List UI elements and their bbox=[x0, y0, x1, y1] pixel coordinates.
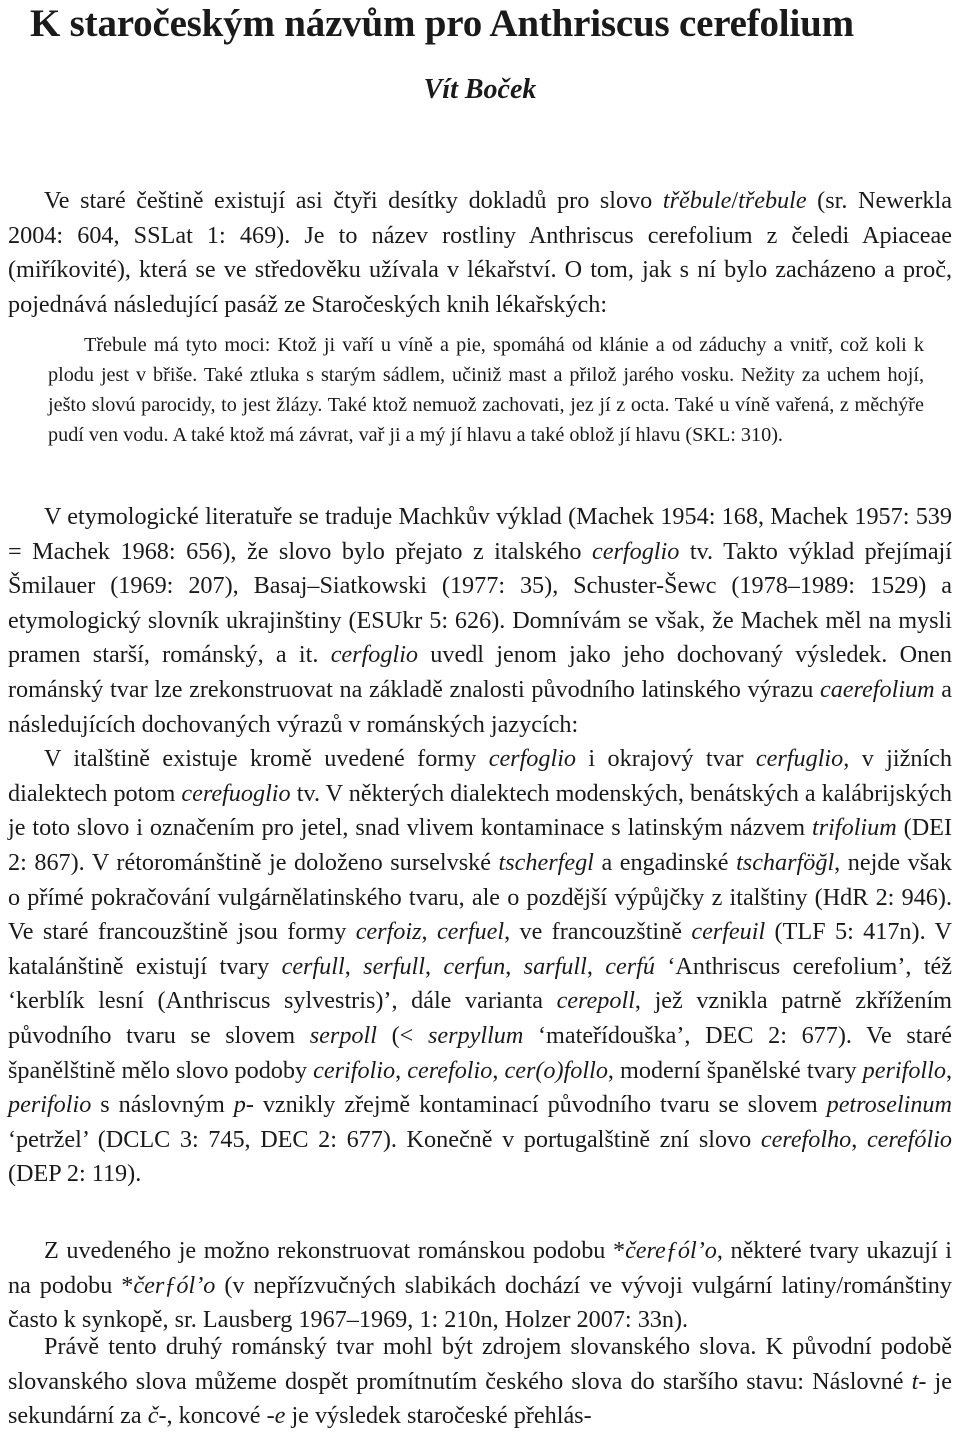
text-run: , bbox=[586, 952, 606, 980]
text-run: , nejde však o přímé pokračování vulgárnělatinského tvaru, ale o pozdější výpůjčky z italštiny (HdR 2: 946). Ve staré francouzštině jsou formy bbox=[8, 848, 953, 946]
italic-term: cerfoglio bbox=[592, 537, 680, 565]
text-run: , bbox=[492, 1056, 505, 1084]
italic-term: p- bbox=[233, 1091, 254, 1119]
text-run: (TLF 5: 417n). V katalánštině existují tvary bbox=[8, 918, 953, 980]
text-run: Ve staré češtině existují asi čtyři desítky dokladů pro slovo bbox=[44, 187, 663, 214]
italic-term: serfull bbox=[363, 952, 425, 980]
italic-term: cerfun bbox=[443, 952, 506, 980]
italic-term: sarfull bbox=[523, 952, 587, 980]
italic-term: třebule bbox=[738, 187, 807, 214]
italic-term: perifolio bbox=[8, 1091, 92, 1119]
article-author: Vít Boček bbox=[423, 74, 537, 105]
text-run: (DEP 2: 119). bbox=[8, 1160, 142, 1188]
italic-term: cerefuoglio bbox=[181, 779, 291, 807]
italic-term: cerefolho bbox=[760, 1125, 852, 1153]
italic-term: cerefolio bbox=[407, 1056, 493, 1084]
italic-term: cerfuglio bbox=[755, 745, 844, 773]
italic-term: cerfull bbox=[281, 952, 345, 980]
italic-term: t- bbox=[911, 1367, 927, 1395]
italic-term: cerfoglio bbox=[488, 745, 577, 773]
text-run: , bbox=[421, 918, 437, 946]
text-run: , bbox=[424, 952, 444, 980]
italic-term: čereƒól’o bbox=[625, 1237, 717, 1264]
text-run: V etymologické literatuře se traduje Machkův výklad (Machek 1954: 168, Machek 1957: 539 = Machek 1968: 656), že slovo bylo přejato z italského bbox=[8, 503, 952, 565]
text-run: , bbox=[945, 1056, 953, 1084]
text-run: a následujících dochovaných výrazů v románských jazycích: bbox=[8, 675, 952, 738]
text-run: (DEI 2: 867). V rétorománštině je doloženo surselvské bbox=[8, 814, 952, 876]
text-run: / bbox=[731, 187, 739, 214]
italic-term: třěbule bbox=[662, 187, 732, 214]
text-run: V italštině existuje kromě uvedené formy bbox=[44, 745, 489, 773]
text-run: , bbox=[505, 952, 524, 980]
text-run: Třebule má tyto moci: Ktož ji vaří u víně a pie, spomáhá od klánie a od záduchy a vnitř, což koli k plodu jest v břiše. Také ztluka s starým sádlem, učiniž mast a přilož jarého vosku. Nežity za uchem hojí, ješto slovú parocidy, to jest žlázy. Také ktož nemuož zachovati, jez jí z octa. Také u víně vařená, z měchýře pudí ven vodu. A také ktož má závrat, vař ji a mý jí hlavu a také oblož jí hlavu (SKL: 310). bbox=[48, 334, 924, 446]
text-run: , v jižních dialektech potom bbox=[8, 745, 952, 807]
text-run: uvedl jenom jako jeho dochovaný výsledek. Onen románský tvar lze zrekonstruovat na základě znalosti původního latinského výrazu bbox=[8, 641, 952, 703]
text-run: (v nepřízvučných slabikách dochází ve vývoji vulgární latiny/románštiny často k synkopě, sr. Lausberg 1967–1969, 1: 210n, Holzer 2007: 33n). bbox=[8, 1271, 952, 1334]
italic-term: tscherfegl bbox=[498, 848, 594, 876]
italic-term: cerfú bbox=[605, 952, 655, 980]
text-run: (sr. Newerkla 2004: 604, SSLat 1: 469). Je to název rostliny Anthriscus cerefolium z čeledi Apiaceae (miříkovité), která se ve středověku užívala v lékařství. O tom, jak s ní bylo zacházeno a proč, pojednává následující pasáž ze Staročeských knih lékařských: bbox=[8, 187, 952, 318]
italic-term: cerfuel bbox=[436, 918, 505, 946]
italic-term: perifollo bbox=[862, 1056, 946, 1084]
italic-term: -e bbox=[266, 1402, 286, 1430]
italic-term: cerifolio bbox=[313, 1056, 396, 1084]
italic-term: petroselinum bbox=[826, 1091, 952, 1119]
italic-term: serpyllum bbox=[427, 1021, 524, 1049]
italic-term: cer(o)follo bbox=[504, 1056, 608, 1084]
text-run: i okrajový tvar bbox=[576, 745, 756, 773]
italic-term: caerefolium bbox=[819, 675, 935, 703]
text-run: ‘Anthriscus cerefolium’, též ‘kerblík lesní (Anthriscus sylvestris)’, dále varianta bbox=[8, 952, 953, 1015]
italic-term: trifolium bbox=[812, 814, 897, 842]
text-run: , bbox=[851, 1125, 867, 1153]
article-title: K staročeským názvům pro Anthriscus cerefolium bbox=[30, 2, 854, 45]
text-run: , ve francouzštině bbox=[504, 918, 692, 946]
text-run: , jež vznikla patrně zkřížením původního tvaru se slovem bbox=[8, 987, 952, 1049]
text-run: , koncové bbox=[166, 1402, 267, 1430]
block-quote bbox=[48, 331, 924, 451]
text-run: ‘mateřídouška’, DEC 2: 677). Ve staré španělštině mělo slovo podoby bbox=[8, 1021, 952, 1084]
text-run: s náslovným bbox=[91, 1091, 234, 1119]
text-run: vznikly zřejmě kontaminací původního tvaru se slovem bbox=[253, 1091, 827, 1119]
text-run: ‘petržel’ (DCLC 3: 745, DEC 2: 677). Konečně v portugalštině zní slovo bbox=[8, 1125, 761, 1153]
text-run: Z uvedeného je možno rekonstruovat románskou podobu * bbox=[44, 1237, 626, 1264]
italic-term: č- bbox=[147, 1402, 167, 1430]
italic-term: čerƒól’o bbox=[133, 1271, 216, 1299]
paragraph-reconstruction bbox=[8, 1234, 952, 1338]
italic-term: cerefólio bbox=[866, 1125, 953, 1153]
paragraph-intro bbox=[8, 184, 952, 322]
text-run: , bbox=[395, 1056, 408, 1084]
text-run: , některé tvary ukazují i na podobu * bbox=[8, 1237, 953, 1299]
italic-term: cerfoiz bbox=[355, 918, 422, 946]
italic-term: tscharföğl bbox=[736, 848, 835, 876]
italic-term: cerepoll bbox=[556, 987, 635, 1015]
text-run: je sekundární za bbox=[8, 1367, 952, 1430]
italic-term: cerfoglio bbox=[330, 641, 419, 669]
text-run: tv. V některých dialektech modenských, benátských a kalábrijských je toto slovo i označením pro jetel, snad vlivem kontaminace s latinským názvem bbox=[8, 779, 953, 842]
text-run: je výsledek staročeské přehlás- bbox=[285, 1402, 592, 1430]
paragraph-slavic bbox=[8, 1330, 952, 1434]
italic-term: cerfeuil bbox=[691, 918, 766, 946]
text-run: , bbox=[344, 952, 364, 980]
text-run: tv. Takto výklad přejímají Šmilauer (1969: 207), Basaj–Siatkowski (1977: 35), Schuster-Šewc (1978–1989: 1529) a etymologický slovník ukrajinštiny (ESUkr 5: 626). Domnívám se však, že Machek měl na mysli pramen starší, románský, a it. bbox=[8, 537, 952, 669]
text-run: , moderní španělské tvary bbox=[607, 1056, 863, 1084]
text-run: (< bbox=[376, 1021, 428, 1049]
text-run: Právě tento druhý románský tvar mohl být zdrojem slovanského slova. K původní podobě slovanského slova můžeme dospět promítnutím českého slova do staršího stavu: Náslovné bbox=[8, 1333, 952, 1395]
italic-term: serpoll bbox=[309, 1021, 377, 1049]
text-run: a engadinské bbox=[593, 848, 737, 876]
paragraph-etymology bbox=[8, 500, 952, 1192]
